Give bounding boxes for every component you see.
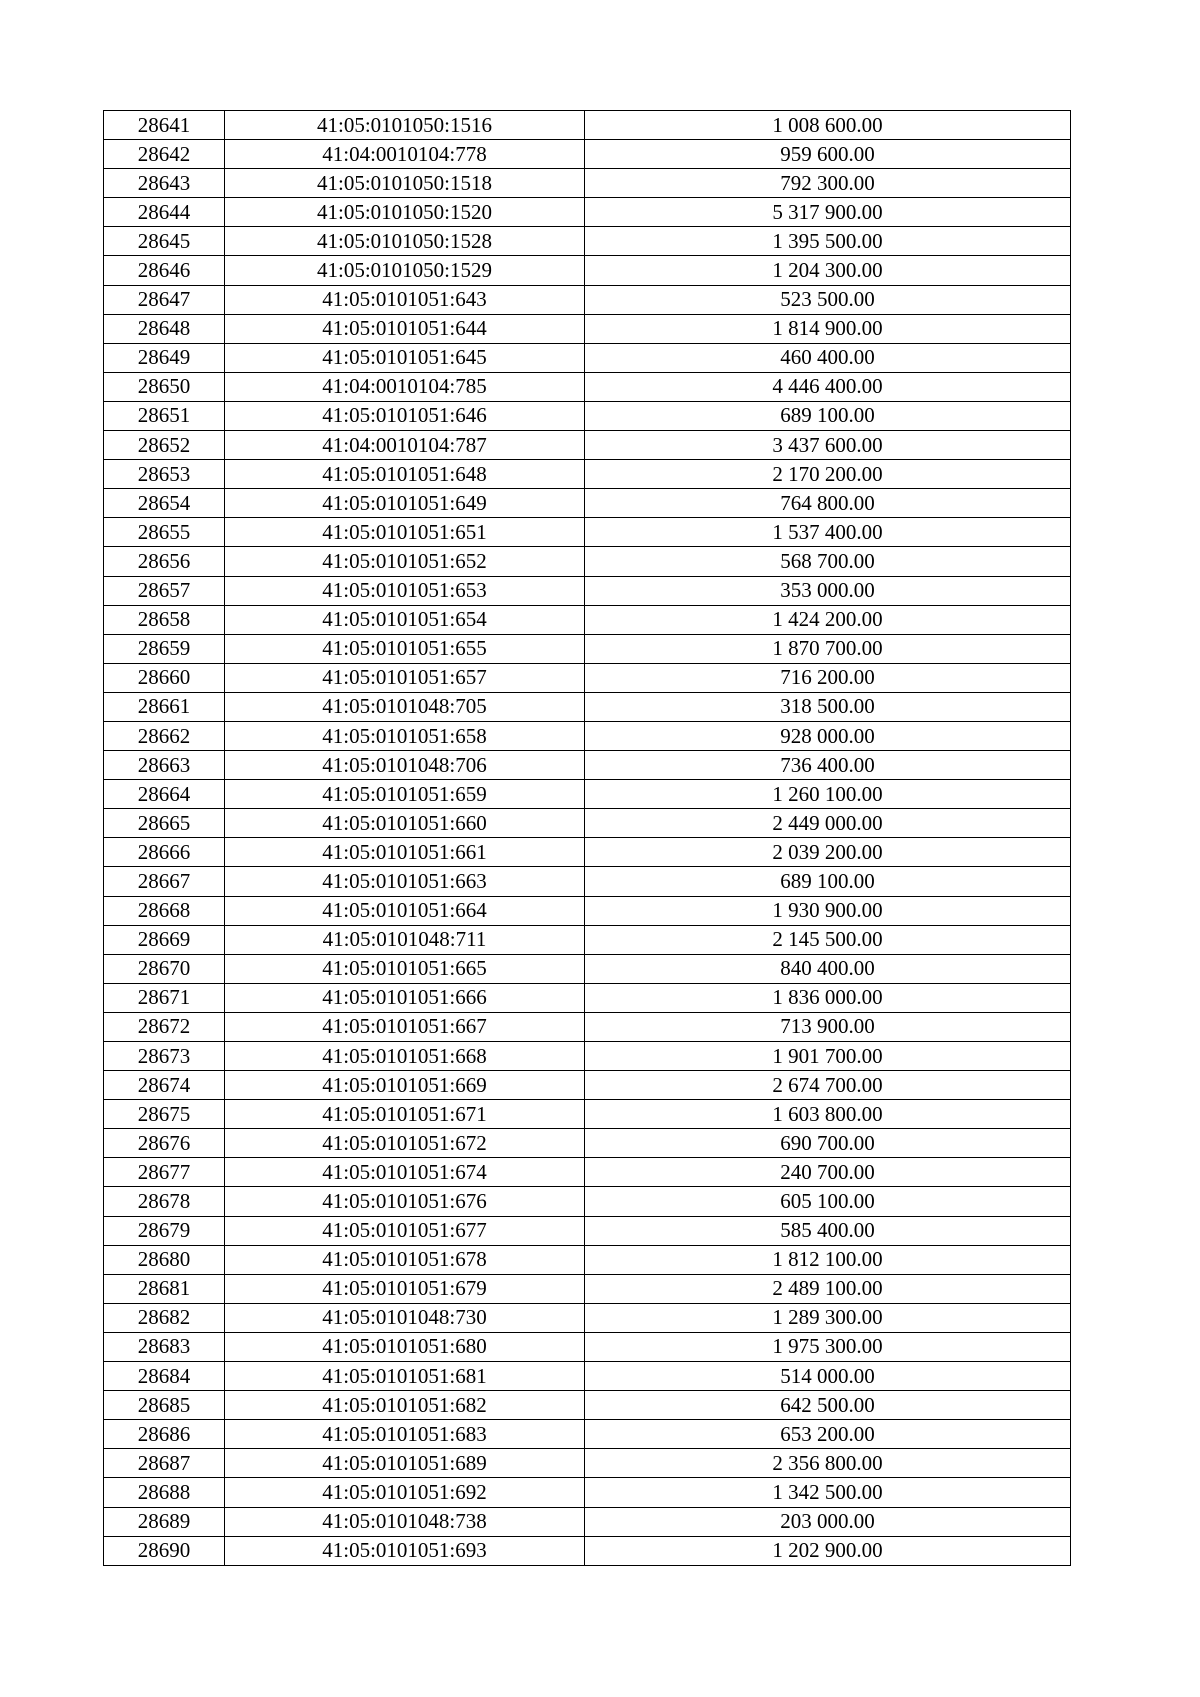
value-cell: 1 202 900.00 <box>585 1536 1071 1565</box>
cadastral-number-cell: 41:05:0101051:682 <box>225 1391 585 1420</box>
row-number-cell: 28664 <box>104 780 225 809</box>
value-cell: 1 812 100.00 <box>585 1245 1071 1274</box>
row-number-cell: 28679 <box>104 1216 225 1245</box>
value-cell: 585 400.00 <box>585 1216 1071 1245</box>
row-number-cell: 28682 <box>104 1303 225 1332</box>
row-number-cell: 28678 <box>104 1187 225 1216</box>
row-number-cell: 28686 <box>104 1420 225 1449</box>
value-cell: 203 000.00 <box>585 1507 1071 1536</box>
row-number-cell: 28687 <box>104 1449 225 1478</box>
cadastral-number-cell: 41:05:0101051:672 <box>225 1129 585 1158</box>
cadastral-number-cell: 41:05:0101051:651 <box>225 518 585 547</box>
cadastral-number-cell: 41:05:0101051:645 <box>225 343 585 372</box>
table-row <box>104 198 1071 227</box>
table-row <box>104 111 1071 140</box>
table-row <box>104 896 1071 925</box>
cadastral-number-cell: 41:05:0101048:706 <box>225 751 585 780</box>
table-row <box>104 1274 1071 1303</box>
value-cell: 460 400.00 <box>585 343 1071 372</box>
row-number-cell: 28665 <box>104 809 225 838</box>
row-number-cell: 28690 <box>104 1536 225 1565</box>
row-number-cell: 28657 <box>104 576 225 605</box>
table-row <box>104 809 1071 838</box>
table-row <box>104 401 1071 430</box>
value-cell: 764 800.00 <box>585 489 1071 518</box>
value-cell: 1 975 300.00 <box>585 1332 1071 1361</box>
cadastral-number-cell: 41:05:0101051:665 <box>225 954 585 983</box>
cadastral-number-cell: 41:05:0101051:655 <box>225 634 585 663</box>
table-row <box>104 372 1071 401</box>
table-row <box>104 1478 1071 1507</box>
row-number-cell: 28672 <box>104 1012 225 1041</box>
cadastral-number-cell: 41:05:0101048:711 <box>225 925 585 954</box>
table-row <box>104 1303 1071 1332</box>
value-cell: 1 342 500.00 <box>585 1478 1071 1507</box>
value-cell: 2 489 100.00 <box>585 1274 1071 1303</box>
cadastral-number-cell: 41:05:0101051:653 <box>225 576 585 605</box>
value-cell: 959 600.00 <box>585 140 1071 169</box>
value-cell: 1 930 900.00 <box>585 896 1071 925</box>
cadastral-number-cell: 41:05:0101051:649 <box>225 489 585 518</box>
cadastral-number-cell: 41:05:0101048:705 <box>225 692 585 721</box>
row-number-cell: 28669 <box>104 925 225 954</box>
row-number-cell: 28680 <box>104 1245 225 1274</box>
cadastral-number-cell: 41:05:0101050:1520 <box>225 198 585 227</box>
value-cell: 523 500.00 <box>585 285 1071 314</box>
cadastral-number-cell: 41:05:0101051:654 <box>225 605 585 634</box>
table-row <box>104 547 1071 576</box>
table-row <box>104 314 1071 343</box>
row-number-cell: 28674 <box>104 1071 225 1100</box>
row-number-cell: 28642 <box>104 140 225 169</box>
table-row <box>104 1362 1071 1391</box>
cadastral-number-cell: 41:04:0010104:778 <box>225 140 585 169</box>
cadastral-number-cell: 41:05:0101050:1529 <box>225 256 585 285</box>
row-number-cell: 28671 <box>104 983 225 1012</box>
table-row <box>104 1187 1071 1216</box>
value-cell: 1 836 000.00 <box>585 983 1071 1012</box>
row-number-cell: 28670 <box>104 954 225 983</box>
table-row <box>104 867 1071 896</box>
value-cell: 1 901 700.00 <box>585 1042 1071 1071</box>
table-body <box>104 111 1071 1566</box>
table-row <box>104 954 1071 983</box>
table-row <box>104 140 1071 169</box>
table-row <box>104 489 1071 518</box>
cadastral-number-cell: 41:05:0101051:661 <box>225 838 585 867</box>
table-row <box>104 983 1071 1012</box>
cadastral-number-cell: 41:05:0101051:643 <box>225 285 585 314</box>
value-cell: 792 300.00 <box>585 169 1071 198</box>
row-number-cell: 28684 <box>104 1362 225 1391</box>
row-number-cell: 28656 <box>104 547 225 576</box>
table-row <box>104 1216 1071 1245</box>
value-cell: 713 900.00 <box>585 1012 1071 1041</box>
row-number-cell: 28649 <box>104 343 225 372</box>
cadastral-number-cell: 41:05:0101051:676 <box>225 1187 585 1216</box>
row-number-cell: 28666 <box>104 838 225 867</box>
row-number-cell: 28681 <box>104 1274 225 1303</box>
cadastral-number-cell: 41:05:0101050:1528 <box>225 227 585 256</box>
row-number-cell: 28652 <box>104 431 225 460</box>
cadastral-number-cell: 41:05:0101051:648 <box>225 460 585 489</box>
cadastral-number-cell: 41:05:0101051:693 <box>225 1536 585 1565</box>
cadastral-number-cell: 41:05:0101051:659 <box>225 780 585 809</box>
value-cell: 1 424 200.00 <box>585 605 1071 634</box>
row-number-cell: 28643 <box>104 169 225 198</box>
cadastral-number-cell: 41:05:0101051:666 <box>225 983 585 1012</box>
row-number-cell: 28660 <box>104 663 225 692</box>
row-number-cell: 28648 <box>104 314 225 343</box>
table-row <box>104 1536 1071 1565</box>
table-row <box>104 256 1071 285</box>
value-cell: 1 870 700.00 <box>585 634 1071 663</box>
row-number-cell: 28673 <box>104 1042 225 1071</box>
cadastral-number-cell: 41:04:0010104:787 <box>225 431 585 460</box>
table-row <box>104 1449 1071 1478</box>
row-number-cell: 28675 <box>104 1100 225 1129</box>
table-row <box>104 692 1071 721</box>
value-cell: 690 700.00 <box>585 1129 1071 1158</box>
row-number-cell: 28663 <box>104 751 225 780</box>
value-cell: 1 395 500.00 <box>585 227 1071 256</box>
cadastral-number-cell: 41:05:0101050:1518 <box>225 169 585 198</box>
value-cell: 736 400.00 <box>585 751 1071 780</box>
table-row <box>104 838 1071 867</box>
table-row <box>104 1129 1071 1158</box>
cadastral-number-cell: 41:05:0101051:678 <box>225 1245 585 1274</box>
row-number-cell: 28683 <box>104 1332 225 1361</box>
table-row <box>104 1245 1071 1274</box>
row-number-cell: 28661 <box>104 692 225 721</box>
table-row <box>104 721 1071 750</box>
value-cell: 1 204 300.00 <box>585 256 1071 285</box>
cadastral-number-cell: 41:05:0101051:658 <box>225 721 585 750</box>
value-cell: 716 200.00 <box>585 663 1071 692</box>
row-number-cell: 28653 <box>104 460 225 489</box>
value-cell: 2 674 700.00 <box>585 1071 1071 1100</box>
table-row <box>104 751 1071 780</box>
value-cell: 2 170 200.00 <box>585 460 1071 489</box>
table-row <box>104 663 1071 692</box>
cadastral-number-cell: 41:05:0101051:671 <box>225 1100 585 1129</box>
value-cell: 353 000.00 <box>585 576 1071 605</box>
cadastral-number-cell: 41:05:0101051:680 <box>225 1332 585 1361</box>
table-row <box>104 634 1071 663</box>
row-number-cell: 28644 <box>104 198 225 227</box>
value-cell: 240 700.00 <box>585 1158 1071 1187</box>
cadastral-number-cell: 41:05:0101051:674 <box>225 1158 585 1187</box>
table-row <box>104 431 1071 460</box>
cadastral-number-cell: 41:05:0101051:663 <box>225 867 585 896</box>
row-number-cell: 28647 <box>104 285 225 314</box>
table-row <box>104 576 1071 605</box>
cadastral-number-cell: 41:05:0101051:667 <box>225 1012 585 1041</box>
value-cell: 2 356 800.00 <box>585 1449 1071 1478</box>
table-row <box>104 1332 1071 1361</box>
value-cell: 568 700.00 <box>585 547 1071 576</box>
row-number-cell: 28645 <box>104 227 225 256</box>
row-number-cell: 28655 <box>104 518 225 547</box>
value-cell: 653 200.00 <box>585 1420 1071 1449</box>
value-cell: 928 000.00 <box>585 721 1071 750</box>
value-cell: 4 446 400.00 <box>585 372 1071 401</box>
value-cell: 2 449 000.00 <box>585 809 1071 838</box>
cadastral-number-cell: 41:05:0101051:646 <box>225 401 585 430</box>
cadastral-number-cell: 41:05:0101051:657 <box>225 663 585 692</box>
cadastral-number-cell: 41:05:0101051:692 <box>225 1478 585 1507</box>
value-cell: 642 500.00 <box>585 1391 1071 1420</box>
value-cell: 2 145 500.00 <box>585 925 1071 954</box>
cadastral-number-cell: 41:05:0101050:1516 <box>225 111 585 140</box>
cadastral-number-cell: 41:05:0101051:652 <box>225 547 585 576</box>
row-number-cell: 28659 <box>104 634 225 663</box>
value-cell: 1 814 900.00 <box>585 314 1071 343</box>
cadastral-number-cell: 41:05:0101051:660 <box>225 809 585 838</box>
row-number-cell: 28677 <box>104 1158 225 1187</box>
table-row <box>104 285 1071 314</box>
row-number-cell: 28646 <box>104 256 225 285</box>
table-row <box>104 1042 1071 1071</box>
cadastral-number-cell: 41:04:0010104:785 <box>225 372 585 401</box>
table-row <box>104 1012 1071 1041</box>
cadastral-number-cell: 41:05:0101051:669 <box>225 1071 585 1100</box>
table-row <box>104 780 1071 809</box>
cadastral-number-cell: 41:05:0101051:668 <box>225 1042 585 1071</box>
cadastral-number-cell: 41:05:0101051:681 <box>225 1362 585 1391</box>
row-number-cell: 28641 <box>104 111 225 140</box>
value-cell: 689 100.00 <box>585 867 1071 896</box>
row-number-cell: 28654 <box>104 489 225 518</box>
cadastral-value-table <box>103 110 1071 1566</box>
cadastral-number-cell: 41:05:0101048:738 <box>225 1507 585 1536</box>
value-cell: 605 100.00 <box>585 1187 1071 1216</box>
value-cell: 318 500.00 <box>585 692 1071 721</box>
table-row <box>104 1100 1071 1129</box>
cadastral-number-cell: 41:05:0101051:679 <box>225 1274 585 1303</box>
value-cell: 1 008 600.00 <box>585 111 1071 140</box>
table-row <box>104 227 1071 256</box>
value-cell: 3 437 600.00 <box>585 431 1071 460</box>
value-cell: 2 039 200.00 <box>585 838 1071 867</box>
value-cell: 840 400.00 <box>585 954 1071 983</box>
row-number-cell: 28688 <box>104 1478 225 1507</box>
table-row <box>104 169 1071 198</box>
table-row <box>104 1507 1071 1536</box>
value-cell: 1 289 300.00 <box>585 1303 1071 1332</box>
row-number-cell: 28662 <box>104 721 225 750</box>
table-row <box>104 1071 1071 1100</box>
row-number-cell: 28685 <box>104 1391 225 1420</box>
table-row <box>104 460 1071 489</box>
row-number-cell: 28658 <box>104 605 225 634</box>
table-row <box>104 343 1071 372</box>
value-cell: 689 100.00 <box>585 401 1071 430</box>
table-row <box>104 1420 1071 1449</box>
table-row <box>104 605 1071 634</box>
table-row <box>104 925 1071 954</box>
cadastral-number-cell: 41:05:0101051:664 <box>225 896 585 925</box>
row-number-cell: 28651 <box>104 401 225 430</box>
row-number-cell: 28676 <box>104 1129 225 1158</box>
row-number-cell: 28689 <box>104 1507 225 1536</box>
value-cell: 5 317 900.00 <box>585 198 1071 227</box>
value-cell: 1 537 400.00 <box>585 518 1071 547</box>
cadastral-number-cell: 41:05:0101051:677 <box>225 1216 585 1245</box>
table-row <box>104 1158 1071 1187</box>
table-row <box>104 1391 1071 1420</box>
table-row <box>104 518 1071 547</box>
row-number-cell: 28667 <box>104 867 225 896</box>
value-cell: 1 603 800.00 <box>585 1100 1071 1129</box>
value-cell: 514 000.00 <box>585 1362 1071 1391</box>
row-number-cell: 28668 <box>104 896 225 925</box>
cadastral-number-cell: 41:05:0101051:689 <box>225 1449 585 1478</box>
cadastral-number-cell: 41:05:0101051:644 <box>225 314 585 343</box>
row-number-cell: 28650 <box>104 372 225 401</box>
value-cell: 1 260 100.00 <box>585 780 1071 809</box>
cadastral-number-cell: 41:05:0101048:730 <box>225 1303 585 1332</box>
cadastral-number-cell: 41:05:0101051:683 <box>225 1420 585 1449</box>
